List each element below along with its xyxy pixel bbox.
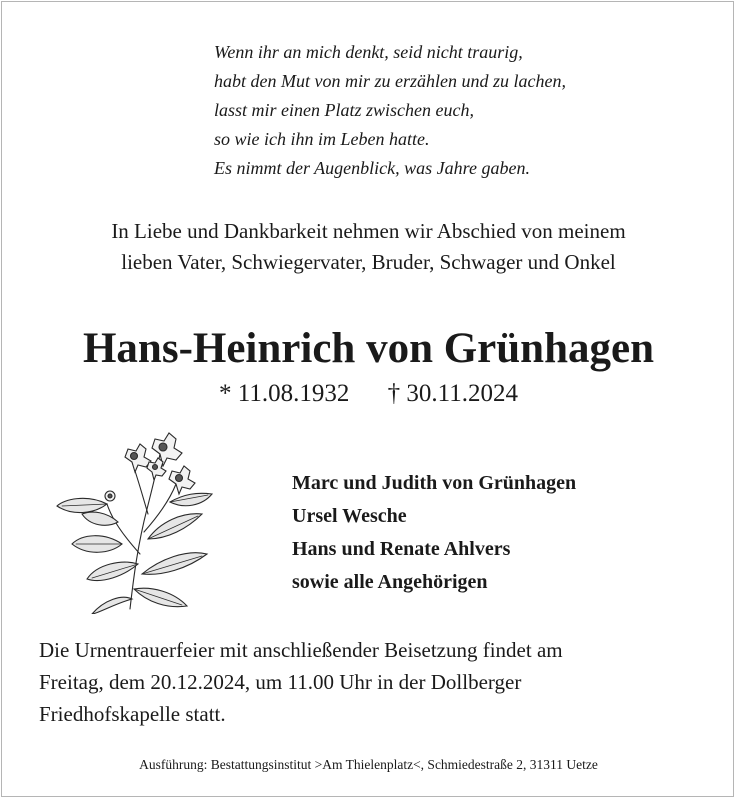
mourner-entry: Ursel Wesche <box>292 505 407 527</box>
death-date: † 30.11.2024 <box>387 380 518 407</box>
farewell-intro <box>2 216 735 278</box>
poem-line: habt den Mut von mir zu erzählen und zu lachen, <box>214 71 566 91</box>
poem-line: lasst mir einen Platz zwischen euch, <box>214 100 474 120</box>
deceased-name: Hans-Heinrich von Grünhagen <box>82 325 655 372</box>
mourners-list <box>292 467 576 599</box>
leaves <box>57 493 212 614</box>
obituary-notice <box>1 1 734 797</box>
poem-line: so wie ich ihn im Leben hatte. <box>214 129 430 149</box>
service-line: Freitag, dem 20.12.2024, um 11.00 Uhr in der Dollberger <box>39 670 522 694</box>
mourner-entry: Marc und Judith von Grünhagen <box>292 472 577 494</box>
service-announcement <box>39 634 709 730</box>
poem-line: Wenn ihr an mich denkt, seid nicht traurig, <box>214 42 523 62</box>
birth-date: * 11.08.1932 <box>219 380 350 407</box>
memorial-poem <box>214 38 566 183</box>
mourner-entry: sowie alle Angehörigen <box>292 571 488 593</box>
funeral-home-credit: Ausführung: Bestattungsinstitut >Am Thielenplatz<, Schmiedestraße 2, 31311 Uetze <box>139 757 598 772</box>
blossom <box>105 433 195 501</box>
service-line: Die Urnentrauerfeier mit anschließender Beisetzung findet am <box>39 638 563 662</box>
life-dates <box>2 378 735 410</box>
intro-line: lieben Vater, Schwiegervater, Bruder, Schwager und Onkel <box>121 250 616 274</box>
mourner-entry: Hans und Renate Ahlvers <box>292 538 511 560</box>
flower-sprig-icon <box>52 414 222 614</box>
intro-line: In Liebe und Dankbarkeit nehmen wir Abschied von meinem <box>111 219 626 243</box>
poem-line: Es nimmt der Augenblick, was Jahre gaben. <box>214 158 530 178</box>
service-line: Friedhofskapelle statt. <box>39 702 226 726</box>
